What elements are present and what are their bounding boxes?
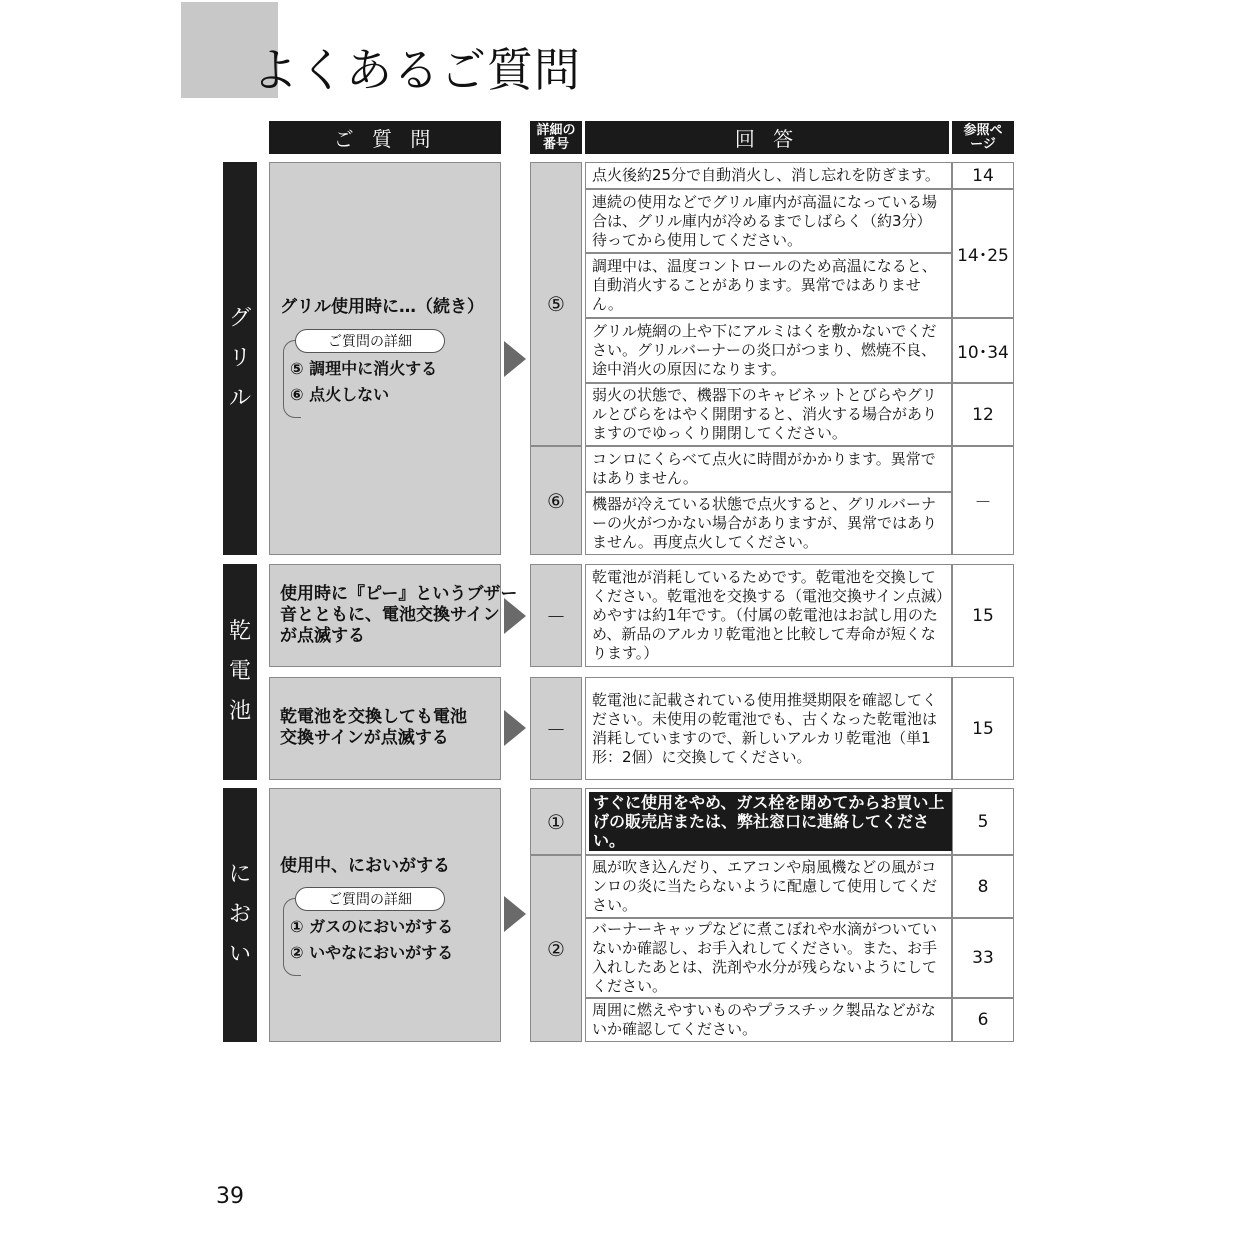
reference-page: 14: [952, 162, 1014, 189]
category-grill-char: グ: [228, 305, 251, 331]
reference-page: 8: [952, 855, 1014, 918]
category-battery-char: 池: [228, 699, 251, 724]
arrow-right-icon: [504, 341, 526, 377]
header-question: ご 質 問: [269, 121, 501, 154]
answer-cell: 調理中は、温度コントロールのため高温になると、自動消火することがあります。異常ではありません。: [585, 253, 952, 318]
question-detail-item: ⑥ 点火しない: [290, 385, 390, 404]
detail-number-1: ①: [530, 788, 582, 855]
header-detail-number: 詳細の番号: [530, 121, 582, 154]
detail-number-6: ⑥: [530, 446, 582, 555]
question-detail-item: ⑤ 調理中に消火する: [290, 359, 438, 378]
answer-cell: 機器が冷えている状態で点火すると、グリルバーナーの火がつかない場合がありますが、異常ではありません。再度点火してください。: [585, 492, 952, 555]
question-detail-item: ② いやなにおいがする: [290, 943, 454, 962]
reference-page: 12: [952, 383, 1014, 446]
question-smell: [269, 788, 501, 1042]
answer-cell: グリル焼網の上や下にアルミはくを敷かないでください。グリルバーナーの炎口がつまり、燃焼不良、途中消火の原因になります。: [585, 318, 952, 383]
question-text-line: 音とともに、電池交換サイン: [280, 605, 500, 625]
reference-page: 5: [952, 788, 1014, 855]
reference-page: －: [952, 446, 1014, 555]
question-text-line: 交換サインが点滅する: [280, 728, 449, 748]
page-number: 39: [216, 1184, 244, 1209]
header-answer: 回 答: [585, 121, 949, 154]
reference-page: 6: [952, 998, 1014, 1042]
question-text-line: 使用時に『ピー』というブザー: [280, 584, 518, 604]
category-grill-char: ル: [228, 385, 251, 411]
category-battery-char: 乾: [228, 619, 251, 644]
category-smell: [223, 788, 257, 1042]
answer-cell: コンロにくらべて点火に時間がかかります。異常ではありません。: [585, 446, 952, 492]
question-detail-item: ① ガスのにおいがする: [290, 917, 454, 936]
category-grill: [223, 162, 257, 555]
reference-page: 15: [952, 677, 1014, 780]
detail-number-5: ⑤: [530, 162, 582, 446]
category-smell-char: い: [228, 942, 251, 967]
page-title: よくあるご質問: [252, 43, 581, 97]
answer-cell-warning: すぐに使用をやめ、ガス栓を閉めてからお買い上げの販売店または、弊社窓口に連絡してください。: [589, 792, 956, 851]
category-smell-char: に: [228, 862, 251, 887]
question-text-line: が点滅する: [280, 626, 365, 646]
arrow-right-icon: [504, 598, 526, 634]
question-smell-text: 使用中、においがする: [280, 856, 450, 876]
question-details-label: ご質問の詳細: [295, 329, 445, 353]
arrow-right-icon: [504, 710, 526, 746]
answer-cell: バーナーキャップなどに煮こぼれや水滴がついていないか確認し、お手入れしてください。また、お手入れしたあとは、洗剤や水分が残らないようにしてください。: [585, 918, 952, 998]
category-battery: [223, 564, 257, 780]
answer-cell: 弱火の状態で、機器下のキャビネットとびらやグリルとびらをはやく開閉すると、消火する場合がありますのでゆっくり開閉してください。: [585, 383, 952, 446]
answer-cell: 風が吹き込んだり、エアコンや扇風機などの風がコンロの炎に当たらないように配慮して使用してください。: [585, 855, 952, 918]
answer-cell-warning-frame: [585, 788, 952, 855]
question-details-label: ご質問の詳細: [295, 887, 445, 911]
answer-cell: 乾電池が消耗しているためです。乾電池を交換してください。乾電池を交換する（電池交換サイン点滅）めやすは約1年です。（付属の乾電池はお試し用のため、新品のアルカリ乾電池と比較して寿命が短くなります。）: [585, 564, 952, 667]
header-reference-page: 参照ページ: [952, 121, 1014, 154]
answer-cell: 周囲に燃えやすいものやプラスチック製品などがないか確認してください。: [585, 998, 952, 1042]
answer-cell: 乾電池に記載されている使用推奨期限を確認してください。未使用の乾電池でも、古くなった乾電池は消耗していますので、新しいアルカリ乾電池（単1形：2個）に交換してください。: [585, 677, 952, 780]
reference-page: 14･25: [952, 189, 1014, 318]
detail-number-none: －: [530, 677, 582, 780]
answer-cell: 連続の使用などでグリル庫内が高温になっている場合は、グリル庫内が冷めるまでしばらく（約3分）待ってから使用してください。: [585, 189, 952, 253]
arrow-right-icon: [504, 896, 526, 932]
question-grill-text: グリル使用時に…（続き）: [280, 297, 484, 317]
detail-number-none: －: [530, 564, 582, 667]
question-text-line: 乾電池を交換しても電池: [280, 707, 467, 727]
answer-cell: 点火後約25分で自動消火し、消し忘れを防ぎます。: [585, 162, 952, 189]
reference-page: 33: [952, 918, 1014, 998]
category-battery-char: 電: [228, 659, 251, 684]
reference-page: 10･34: [952, 318, 1014, 383]
reference-page: 15: [952, 564, 1014, 667]
detail-number-2: ②: [530, 855, 582, 1042]
category-grill-char: リ: [228, 345, 251, 371]
category-smell-char: お: [228, 902, 251, 927]
